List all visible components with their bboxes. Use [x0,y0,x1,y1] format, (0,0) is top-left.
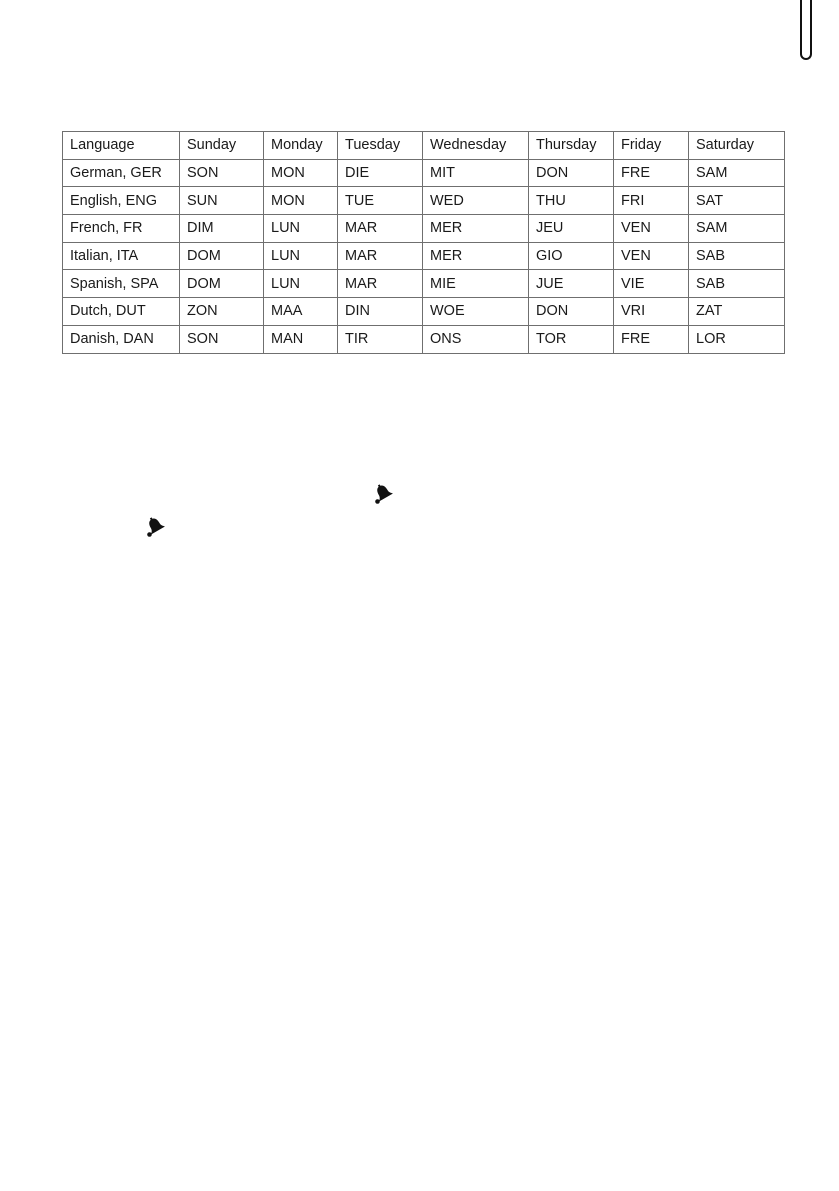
table-cell: MON [264,187,338,215]
table-row [63,298,785,326]
header-friday: Friday [614,132,689,160]
table-cell: SAT [689,187,785,215]
table-cell: MAR [338,215,423,243]
table-cell: ZON [180,298,264,326]
table-cell: MER [423,242,529,270]
table-cell: French, FR [63,215,180,243]
table-cell: ZAT [689,298,785,326]
table-cell: Dutch, DUT [63,298,180,326]
table-cell: DON [529,159,614,187]
table-cell: MAR [338,270,423,298]
table-cell: SON [180,325,264,353]
table-cell: English, ENG [63,187,180,215]
alarm-bell-icon [373,483,395,505]
table-cell: LUN [264,270,338,298]
table-cell: DIN [338,298,423,326]
alarm-bell-icon [145,516,167,538]
table-row [63,215,785,243]
table-cell: FRE [614,159,689,187]
table-cell: MIE [423,270,529,298]
table-cell: SAB [689,242,785,270]
table-cell: Italian, ITA [63,242,180,270]
table-row [63,242,785,270]
table-cell: ONS [423,325,529,353]
table-cell: LUN [264,242,338,270]
table-row [63,159,785,187]
table-cell: LUN [264,215,338,243]
table-cell: DIE [338,159,423,187]
table-cell: TOR [529,325,614,353]
table-cell: SON [180,159,264,187]
table-cell: MAR [338,242,423,270]
table-cell: MON [264,159,338,187]
table-cell: VEN [614,242,689,270]
table-cell: SUN [180,187,264,215]
header-language: Language [63,132,180,160]
table-cell: WED [423,187,529,215]
table-cell: VIE [614,270,689,298]
table-row [63,325,785,353]
table-cell: GIO [529,242,614,270]
table-cell: WOE [423,298,529,326]
table-cell: SAM [689,159,785,187]
table-row [63,270,785,298]
header-thursday: Thursday [529,132,614,160]
table-cell: SAB [689,270,785,298]
table-cell: FRE [614,325,689,353]
table-cell: DON [529,298,614,326]
table-cell: MER [423,215,529,243]
table-row [63,187,785,215]
table-cell: THU [529,187,614,215]
binding-mark [800,0,812,60]
table-cell: JUE [529,270,614,298]
table-cell: DOM [180,270,264,298]
table-cell: FRI [614,187,689,215]
table-header-row [63,132,785,160]
header-saturday: Saturday [689,132,785,160]
table-cell: MAA [264,298,338,326]
table-cell: MAN [264,325,338,353]
table-cell: Danish, DAN [63,325,180,353]
header-tuesday: Tuesday [338,132,423,160]
header-monday: Monday [264,132,338,160]
header-wednesday: Wednesday [423,132,529,160]
weekday-language-table [62,131,785,354]
table-cell: MIT [423,159,529,187]
table-cell: VEN [614,215,689,243]
table-cell: SAM [689,215,785,243]
table-cell: Spanish, SPA [63,270,180,298]
table-cell: LOR [689,325,785,353]
table-cell: German, GER [63,159,180,187]
table-cell: DIM [180,215,264,243]
table-cell: TUE [338,187,423,215]
table-cell: VRI [614,298,689,326]
table-cell: DOM [180,242,264,270]
table-cell: JEU [529,215,614,243]
table-cell: TIR [338,325,423,353]
header-sunday: Sunday [180,132,264,160]
